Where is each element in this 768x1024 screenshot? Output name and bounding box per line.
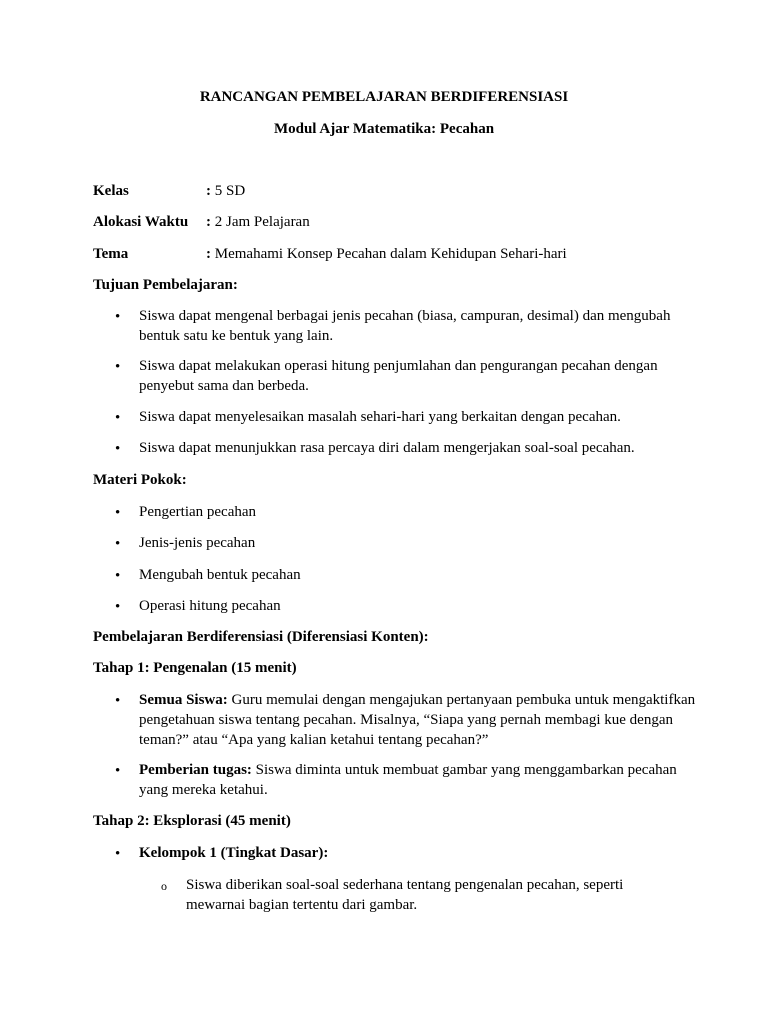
alokasi-waktu-line bbox=[206, 212, 310, 232]
bullet-icon: • bbox=[115, 309, 121, 325]
tahap1-item2-text: Siswa diminta untuk membuat gambar yang menggambarkan pecahan yang mereka ketahui. bbox=[139, 762, 677, 798]
kelompok1-heading: Kelompok 1 (Tingkat Dasar): bbox=[139, 845, 329, 861]
tujuan-item-3: Siswa dapat menyelesaikan masalah sehari-hari yang berkaitan dengan pecahan. bbox=[139, 409, 621, 425]
alokasi-waktu-label: Alokasi Waktu bbox=[93, 214, 189, 230]
tema-label: Tema bbox=[93, 246, 129, 262]
tema-line bbox=[206, 244, 567, 264]
tahap2-heading: Tahap 2: Eksplorasi (45 menit) bbox=[93, 813, 291, 829]
tahap1-item1-text: Guru memulai dengan mengajukan pertanyaan pembuka untuk mengaktifkan pengetahuan siswa tentang pecahan. Misalnya, “Siapa yang pernah membagi kue dengan teman?” atau “Apa yang kalian ketahui tentang pecahan?” bbox=[139, 692, 696, 748]
tujuan-heading: Tujuan Pembelajaran: bbox=[93, 277, 238, 293]
materi-item-4: Operasi hitung pecahan bbox=[139, 598, 281, 614]
tujuan-item-1: Siswa dapat mengenal berbagai jenis pecahan (biasa, campuran, desimal) dan mengubah bentuk satu ke bentuk yang lain. bbox=[139, 308, 671, 344]
tema-colon: : bbox=[206, 246, 211, 262]
tahap1-heading: Tahap 1: Pengenalan (15 menit) bbox=[93, 660, 297, 676]
kelas-colon: : bbox=[206, 183, 211, 199]
tujuan-item-4: Siswa dapat menunjukkan rasa percaya diri dalam mengerjakan soal-soal pecahan. bbox=[139, 440, 635, 456]
kelas-label: Kelas bbox=[93, 183, 129, 199]
alokasi-waktu-value: 2 Jam Pelajaran bbox=[214, 214, 310, 230]
bullet-icon: • bbox=[115, 410, 121, 426]
bullet-icon: • bbox=[115, 505, 121, 521]
diferensiasi-heading: Pembelajaran Berdiferensiasi (Diferensiasi Konten): bbox=[93, 629, 429, 645]
tahap1-item2-lead: Pemberian tugas: bbox=[139, 762, 252, 778]
materi-item-1: Pengertian pecahan bbox=[139, 504, 257, 520]
materi-item-2: Jenis-jenis pecahan bbox=[139, 535, 256, 551]
bullet-icon: • bbox=[115, 846, 121, 862]
bullet-icon: • bbox=[115, 763, 121, 779]
tahap1-item-semua-siswa bbox=[139, 690, 699, 750]
tahap1-item-pemberian-tugas bbox=[139, 760, 699, 800]
tujuan-item-2: Siswa dapat melakukan operasi hitung penjumlahan dan pengurangan pecahan dengan penyebut sama dan berbeda. bbox=[139, 358, 658, 394]
kelas-value-line bbox=[206, 181, 245, 201]
bullet-icon: • bbox=[115, 441, 121, 457]
bullet-icon: • bbox=[115, 568, 121, 584]
bullet-icon: • bbox=[115, 599, 121, 615]
tahap1-item1-lead: Semua Siswa: bbox=[139, 692, 228, 708]
document-title: RANCANGAN PEMBELAJARAN BERDIFERENSIASI bbox=[199, 89, 569, 105]
sub-bullet-icon: o bbox=[161, 879, 167, 893]
materi-heading: Materi Pokok: bbox=[93, 472, 187, 488]
bullet-icon: • bbox=[115, 359, 121, 375]
alokasi-colon: : bbox=[206, 214, 211, 230]
kelompok1-sub-item-1: Siswa diberikan soal-soal sederhana tentang pengenalan pecahan, seperti mewarnai bagian tertentu dari gambar. bbox=[186, 877, 624, 913]
tema-value: Memahami Konsep Pecahan dalam Kehidupan Sehari-hari bbox=[214, 246, 567, 262]
materi-item-3: Mengubah bentuk pecahan bbox=[139, 567, 301, 583]
kelas-value: 5 SD bbox=[214, 183, 246, 199]
bullet-icon: • bbox=[115, 536, 121, 552]
bullet-icon: • bbox=[115, 693, 121, 709]
document-subtitle: Modul Ajar Matematika: Pecahan bbox=[273, 121, 495, 137]
